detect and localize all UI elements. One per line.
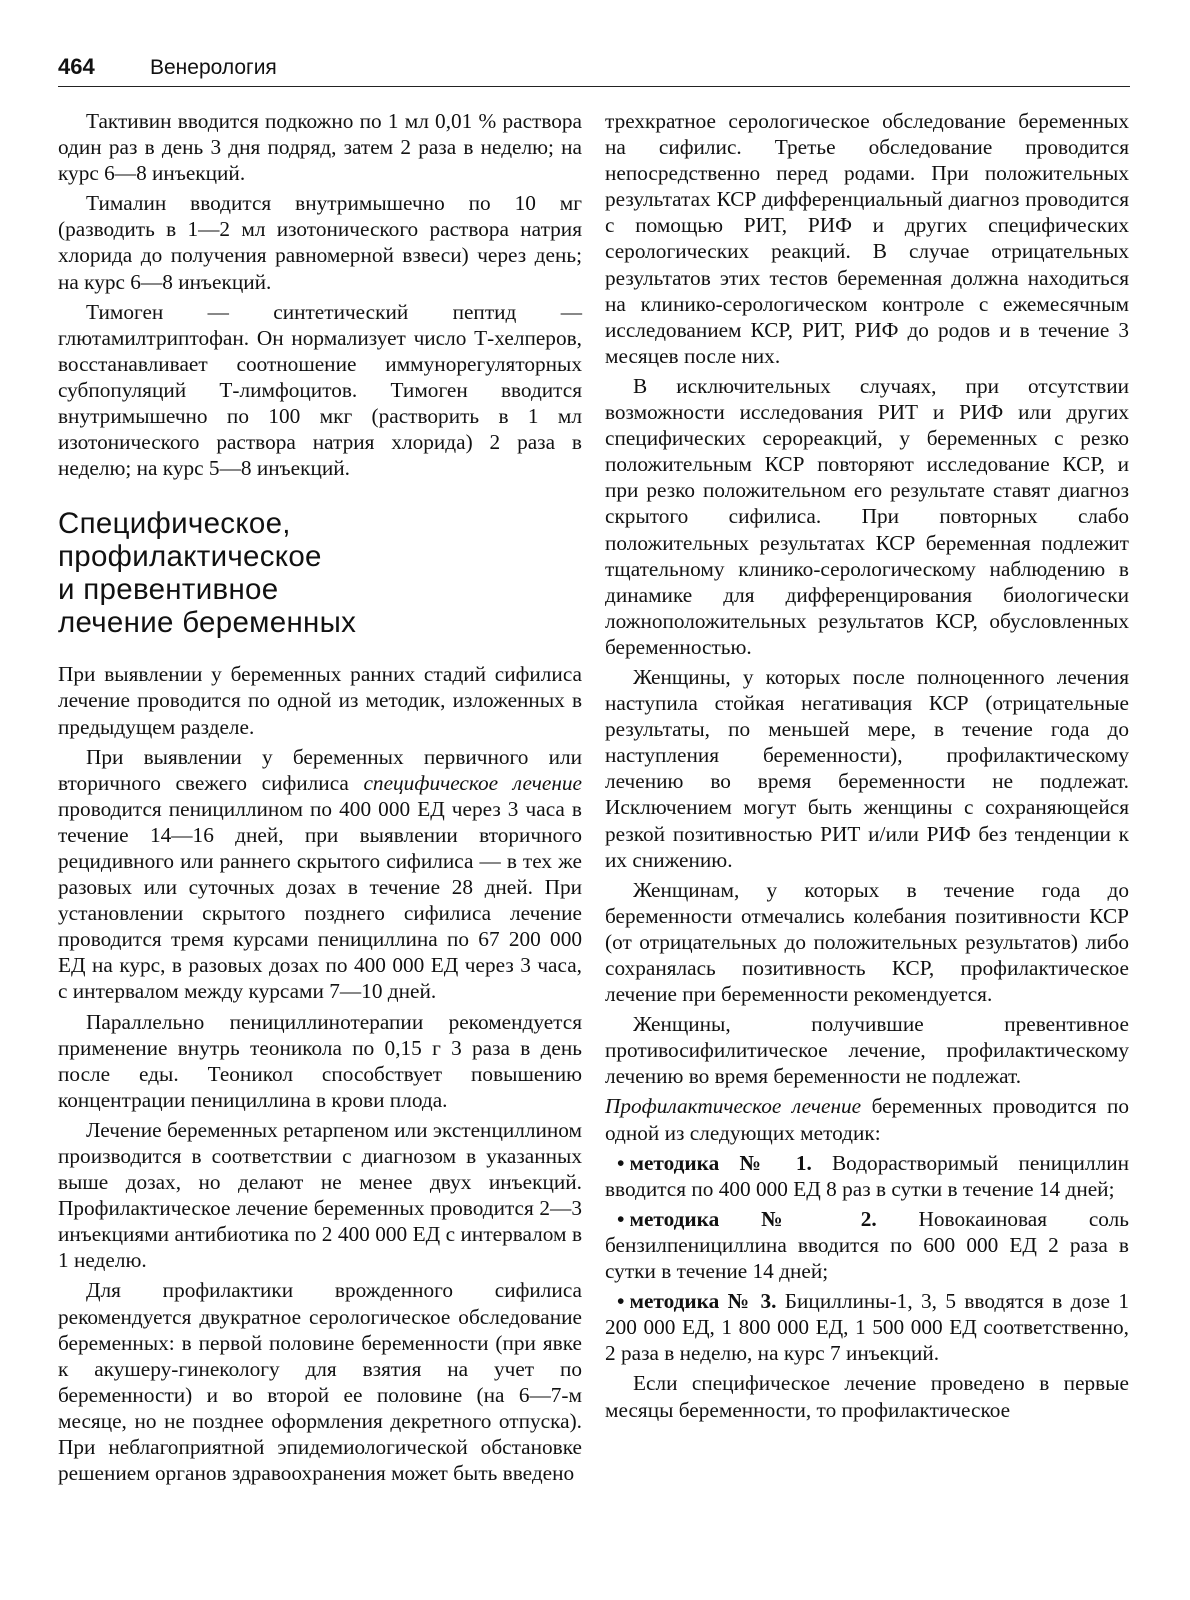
left-column	[58, 108, 582, 1490]
paragraph-early-months: Если специфическое лечение проведено в первые месяцы беременности, то профилактическое	[605, 1371, 1129, 1422]
list-item	[605, 1206, 1129, 1284]
text-run: беременных проводится по одной из следующих методик:	[605, 1094, 1129, 1145]
section-heading-line: лечение беременных	[58, 606, 357, 640]
paragraph-teonikol: Параллельно пенициллинотерапии рекомендуется применение внутрь теоникола по 0,15 г 3 раза в день после еды. Теоникол способствует повышению концентрации пенициллина в крови плода.	[58, 1009, 582, 1112]
list-item	[605, 1288, 1129, 1366]
paragraph-fluctuations: Женщинам, у которых в течение года до беременности отмечались колебания позитивности КСР (от отрицательных до положительных результатов) либо сохранялась позитивность КСР, профилактическое лечение при беременности рекомендуется.	[605, 877, 1129, 1007]
method-text: Водорастворимый пенициллин вводится по 400 000 ЕД 8 раз в сутки в течение 14 дней;	[605, 1150, 1129, 1201]
list-item	[605, 1150, 1129, 1202]
paragraph-early-stages: При выявлении у беременных ранних стадий сифилиса лечение проводится по одной из методик, изложенных в предыдущем разделе.	[58, 662, 582, 739]
method-label: методика № 2.	[629, 1206, 877, 1231]
text-run: При выявлении у беременных первичного или вторичного свежего сифилиса	[58, 744, 582, 795]
paragraph-retarpen: Лечение беременных ретарпеном или экстенциллином производится в соответствии с диагнозом в указанных выше дозах, но делают не менее двух инъекций. Профилактическое лечение беременных проводится 2—3 инъекциями антибиотика по 2 400 000 ЕД с интервалом в 1 неделю.	[58, 1117, 583, 1273]
method-label: методика № 1.	[629, 1150, 812, 1175]
method-text: Бициллины-1, 3, 5 вводятся в дозе 1 200 000 ЕД, 1 800 000 ЕД, 1 500 000 ЕД соответственно, 2 раза в неделю, на курс 7 инъекций.	[605, 1289, 1129, 1366]
paragraph-specific-treatment	[58, 744, 582, 1005]
bullet-icon: •	[617, 1206, 625, 1231]
running-title: Венерология	[150, 56, 277, 79]
section-heading-line: и превентивное	[58, 573, 279, 607]
paragraph-taktivin: Тактивин вводится подкожно по 1 мл 0,01 % раствора один раз в день 3 дня подряд, затем 2 раза в неделю; на курс 6—8 инъекций.	[58, 109, 582, 186]
right-column	[605, 108, 1129, 1427]
paragraph-prophylactic-methods	[605, 1093, 1129, 1145]
emphasis-term: специфическое лечение	[363, 770, 583, 795]
page-number: 464	[58, 54, 95, 79]
section-heading-line: Специфическое,	[58, 507, 291, 541]
paragraph-serology-exam: трехкратное серологическое обследование беременных на сифилис. Третье обследование проводится непосредственно перед родами. При положительных результатах КСР дифференциальный диагноз проводится с помощью РИТ, РИФ и других специфических серологических реакций. В случае отрицательных результатов этих тестов беременная должна находиться на клинико-серологическом контроле с ежемесячным исследованием КСР, РИТ, РИФ до родов и в течение 3 месяцев после них.	[605, 109, 1129, 368]
section-heading	[58, 507, 582, 639]
bullet-icon: •	[617, 1150, 625, 1175]
text-run: проводится пенициллином по 400 000 ЕД через 3 часа в течение 14—16 дней, при выявлении вторичного рецидивного или раннего скрытого сифилиса — в тех же разовых или суточных дозах в течение 28 дней. При установлении скрытого позднего сифилиса лечение проводится тремя курсами пенициллина по 67 200 000 ЕД на курс, в разовых дозах по 400 000 ЕД через 3 часа, с интервалом между курсами 7—10 дней.	[58, 796, 582, 1004]
section-heading-line: профилактическое	[58, 540, 322, 574]
paragraph-preventive: Женщины, получившие превентивное противосифилитическое лечение, профилактическому лечению во время беременности не подлежат.	[605, 1012, 1129, 1089]
paragraph-congenital-prophylaxis: Для профилактики врожденного сифилиса рекомендуется двукратное серологическое обследование беременных: в первой половине беременности (при явке к акушеру-гинекологу для взятия на учет по беременности) и во второй ее половине (на 6—7-м месяце, но не позднее оформления декретного отпуска). При неблагоприятной эпидемиологической обстановке решением органов здравоохранения может быть введено	[58, 1278, 582, 1486]
paragraph-exceptional-cases: В исключительных случаях, при отсутствии возможности исследования РИТ и РИФ или других специфических серореакций, у беременных с резко положительным КСР повторяют исследование КСР, и при резко положительном его результате ставят диагноз скрытого сифилиса. При повторных слабо положительных результатах КСР беременная подлежит тщательному клинико-серологическому наблюдению в динамике для дифференцирования биологически ложноположительных результатов КСР, обусловленных беременностью.	[605, 373, 1129, 659]
method-text: Новокаиновая соль бензилпенициллина вводится по 600 000 ЕД 2 раза в сутки в течение 14 дней;	[605, 1206, 1129, 1284]
bullet-icon: •	[617, 1289, 625, 1314]
page-header	[58, 52, 1130, 87]
paragraph-timogen: Тимоген — синтетический пептид — глютамилтриптофан. Он нормализует число Т-хелперов, восстанавливает соотношение иммунорегуляторных субпопуляций Т-лимфоцитов. Тимоген вводится внутримышечно по 100 мкг (растворить в 1 мл изотонического раствора натрия хлорида) 2 раза в неделю; на курс 5—8 инъекций.	[58, 299, 582, 481]
method-label: методика № 3.	[629, 1289, 777, 1314]
emphasis-term: Профилактическое лечение	[605, 1094, 862, 1119]
paragraph-timalin: Тималин вводится внутримышечно по 10 мг (разводить в 1—2 мл изотонического раствора натрия хлорида до получения равномерной взвеси) через день; на курс 6—8 инъекций.	[58, 191, 582, 294]
paragraph-negativation: Женщины, у которых после полноценного лечения наступила стойкая негативация КСР (отрицательные результаты, по меньшей мере, в течение года до наступления беременности), профилактическому лечению во время беременности не подлежат. Исключением могут быть женщины с сохраняющейся резкой позитивностью РИТ и/или РИФ без тенденции к их снижению.	[605, 664, 1129, 872]
